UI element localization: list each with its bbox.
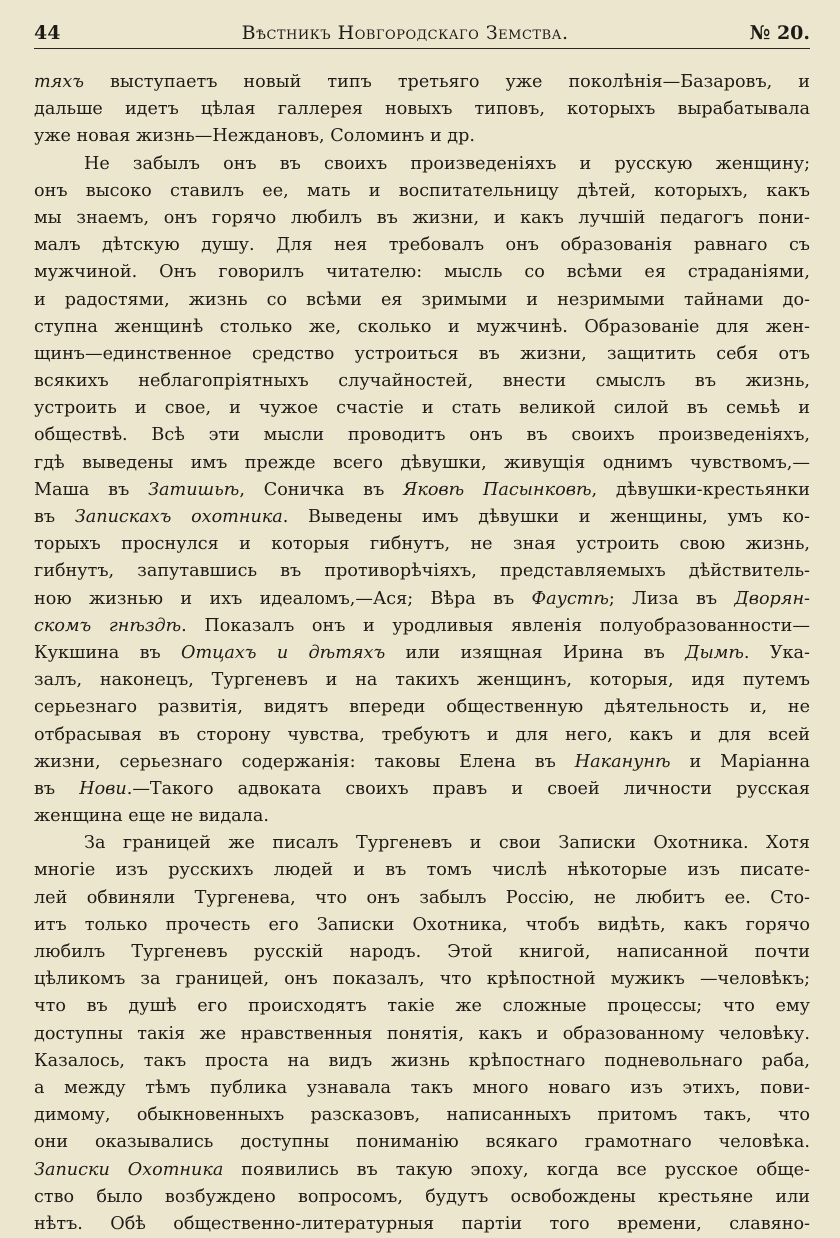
text-line [34,232,810,259]
text-line [34,1157,810,1184]
text-run: ство было возбуждено вопросомъ, будутъ освобождены крестьяне или [34,1186,810,1207]
text-run: ступна женщинѣ столько же, сколько и мужчинѣ. Образованіе для жен- [34,316,810,337]
text-run: а между тѣмъ публика узнавала такъ много новаго изъ этихъ, пови- [34,1077,810,1098]
text-line [34,885,810,912]
text-line [34,96,810,123]
text-run: нѣтъ. Обѣ общественно-литературныя партіи того времени, славяно- [34,1213,810,1234]
text-run: всякихъ неблагопріятныхъ случайностей, внести смыслъ въ жизнь, [34,371,810,392]
text-line [34,1184,810,1211]
text-run: димому, обыкновенныхъ разсказовъ, написанныхъ притомъ такъ, что [34,1105,810,1126]
text-run: , Соничка въ [239,479,404,500]
text-line [34,69,810,96]
text-run: цѣликомъ за границей, онъ показалъ, что крѣпостной мужикъ —человѣкъ; [34,969,810,990]
text-run: уже новая жизнь—Неждановъ, Соломинъ и др. [34,126,475,147]
text-run: или изящная Ирина въ [385,642,686,663]
italic-title: Наканунѣ [574,751,671,772]
text-line [34,857,810,884]
text-run: гибнутъ, запутавшись въ противорѣчіяхъ, представляемыхъ дѣйствитель- [34,561,810,582]
text-line [34,151,810,178]
text-line [34,993,810,1020]
text-run: Не забылъ онъ въ своихъ произведеніяхъ и русскую женщину; [84,153,810,174]
text-line [34,1129,810,1156]
text-line [34,640,810,667]
text-run: , дѣвушки-крестьянки [591,479,810,500]
text-line [34,1102,810,1129]
text-line [34,939,810,966]
text-run: многіе изъ русскихъ людей и въ томъ числѣ нѣкоторые изъ писате- [34,860,810,881]
text-run: выступаетъ новый типъ третьяго уже поколѣнія—Базаровъ, и [83,72,810,92]
text-line [34,205,810,232]
text-run: Казалось, такъ проста на видъ жизнь крѣпостнаго подневольнаго раба, [34,1050,810,1071]
italic-title: Затишьѣ [148,479,240,500]
text-run: Кукшина въ [34,642,182,663]
text-line [34,395,810,422]
text-run: они оказывались доступны пониманію всякаго грамотнаго человѣка. [34,1132,810,1153]
italic-title: тяхъ [34,72,84,92]
text-run: появились въ такую эпоху, когда все русское обще- [223,1159,810,1180]
text-line [34,667,810,694]
text-line [34,722,810,749]
text-run: женщина еще не видала. [34,806,269,827]
running-header [34,22,810,49]
text-line [34,776,810,803]
text-run: малъ дѣтскую душу. Для нея требовалъ онъ образованія равнаго съ [34,235,810,256]
text-run: мы знаемъ, онъ горячо любилъ въ жизни, и какъ лучшій педагогъ пони- [34,207,810,228]
text-line [34,613,810,640]
italic-title: Яковѣ Пасынковѣ [403,479,592,500]
text-run: обществѣ. Всѣ эти мысли проводитъ онъ въ своихъ произведеніяхъ, [34,425,810,446]
text-run: ; Лиза въ [608,588,735,609]
text-line [34,1075,810,1102]
text-line [34,368,810,395]
italic-title: Фаустѣ [531,588,609,609]
text-line [34,477,810,504]
italic-title: Отцахъ и дѣтяхъ [181,642,386,663]
text-run: что въ душѣ его происходятъ такіе же сложные процессы; что ему [34,996,810,1017]
italic-title: скомъ гнѣздѣ [34,615,182,636]
running-title: Вѣстникъ Новгородскаго Земства. [241,22,569,44]
text-line [34,558,810,585]
text-run: серьезнаго развитія, видятъ впереди общественную дѣятельность и, не [34,697,810,718]
italic-title: Дымѣ [685,642,744,663]
italic-title: Нови [79,778,127,799]
text-line [34,966,810,993]
text-line [34,830,810,857]
text-line [34,450,810,477]
text-run: ною жизнью и ихъ идеаломъ,—Ася; Вѣра въ [34,588,532,609]
text-run: отбрасывая въ сторону чувства, требуютъ и для него, какъ и для всей [34,724,810,745]
text-run: и Маріанна [670,751,810,772]
text-run: щинъ—единственное средство устроиться въ жизни, защитить себя отъ [34,343,810,364]
text-line [34,749,810,776]
text-run: Маша въ [34,479,149,500]
text-line [34,123,810,150]
text-line [34,694,810,721]
text-run: гдѣ выведены имъ прежде всего дѣвушки, живущія однимъ чувствомъ,— [34,452,810,473]
text-run: устроить и свое, и чужое счастіе и стать великой силой въ семьѣ и [34,398,810,419]
text-run: залъ, наконецъ, Тургеневъ и на такихъ женщинъ, которыя, идя путемъ [34,670,810,691]
text-line [34,1021,810,1048]
text-run: дальше идетъ цѣлая галлерея новыхъ типовъ, которыхъ вырабатывала [34,99,810,120]
text-run: За границей же писалъ Тургеневъ и свои Записки Охотника. Хотя [84,833,810,854]
text-line [34,531,810,558]
text-run: доступны такія же нравственныя понятія, какъ и образованному человѣку. [34,1023,810,1044]
text-line [34,912,810,939]
text-line [34,341,810,368]
italic-title: Запискахъ охотника [74,507,283,527]
text-line [34,586,810,613]
italic-title: Дворян- [734,588,810,609]
text-run: . Ука- [743,642,810,663]
text-line [34,1211,810,1238]
text-run: любилъ Тургеневъ русскій народъ. Этой книгой, написанной почти [34,942,810,962]
text-line [34,1048,810,1075]
text-line [34,803,810,830]
text-line [34,178,810,205]
text-run: жизни, серьезнаго содержанія: таковы Елена въ [34,751,575,772]
text-run: лей обвиняли Тургенева, что онъ забылъ Россію, не любитъ ее. Сто- [34,887,810,908]
text-run: въ [34,507,75,527]
text-run: .—Такого адвоката своихъ правъ и своей личности русская [126,778,810,799]
text-line [34,422,810,449]
text-run: въ [34,778,80,799]
issue-number: № 20. [749,22,810,44]
text-run: онъ высоко ставилъ ее, мать и воспитательницу дѣтей, которыхъ, какъ [34,180,810,201]
text-line [34,314,810,341]
text-line [34,504,810,531]
text-run: и радостями, жизнь со всѣми ея зримыми и незримыми тайнами до- [34,289,810,310]
text-run: мужчиной. Онъ говорилъ читателю: мысль со всѣми ея страданіями, [34,262,810,283]
text-run: итъ только прочесть его Записки Охотника, чтобъ видѣть, какъ горячо [34,914,810,935]
text-run: . Выведены имъ дѣвушки и женщины, умъ ко- [282,507,810,527]
page-number: 44 [34,22,61,44]
text-run: . Показалъ онъ и уродливыя явленія полуобразованности— [181,615,810,636]
text-line [34,287,810,314]
article-body [34,69,810,1238]
text-line [34,259,810,286]
text-run: торыхъ проснулся и которыя гибнутъ, не зная устроить свою жизнь, [34,534,810,555]
italic-title: Записки Охотника [34,1159,224,1180]
